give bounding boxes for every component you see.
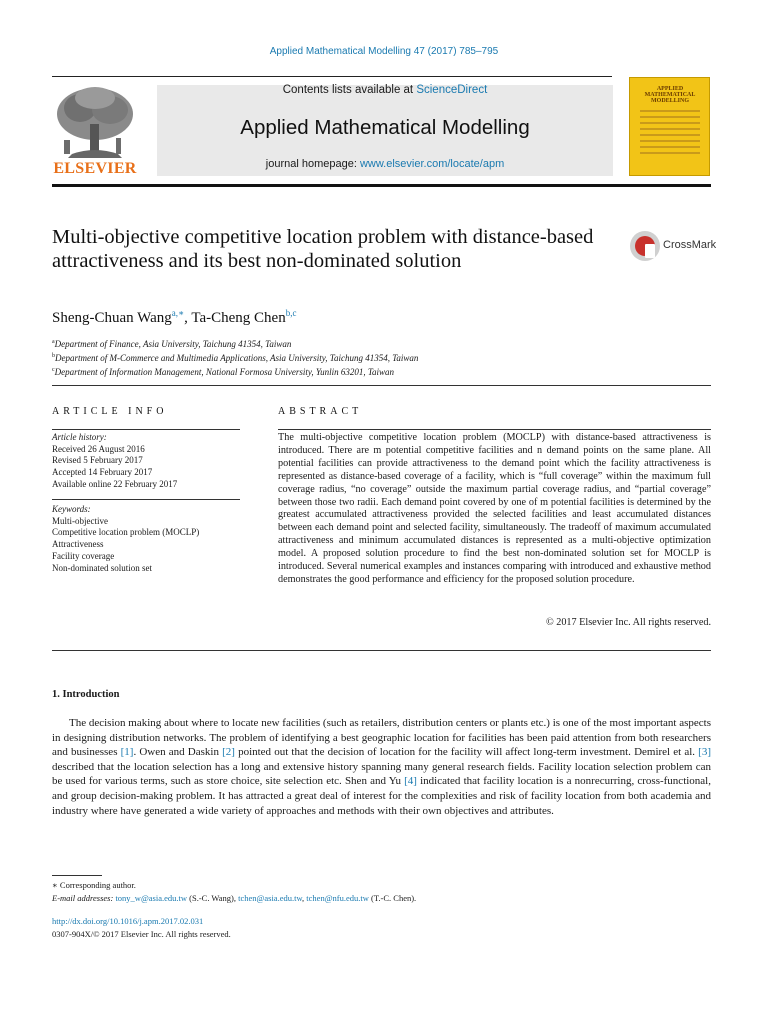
email-link[interactable]: tchen@asia.edu.tw bbox=[238, 892, 303, 903]
abstract-copyright: © 2017 Elsevier Inc. All rights reserved. bbox=[545, 617, 711, 628]
article-title: Multi-objective competitive location problem with distance-based attractiveness and its best non-dominated solution bbox=[52, 226, 594, 272]
affiliation-marker: c bbox=[52, 367, 55, 373]
email-link[interactable]: tchen@nfu.edu.tw bbox=[306, 892, 369, 903]
keyword-item: Facility coverage bbox=[52, 550, 115, 561]
keywords-rule bbox=[52, 499, 240, 500]
doi-link[interactable]: http://dx.doi.org/10.1016/j.apm.2017.02.031 bbox=[52, 916, 204, 926]
article-info-rule bbox=[52, 429, 240, 430]
homepage-prefix: journal homepage: bbox=[265, 158, 360, 170]
affiliation-text: Department of M-Commerce and Multimedia Applications, Asia University, Taichung 41354, Taiwan bbox=[55, 353, 419, 363]
author-list bbox=[52, 308, 296, 327]
corresponding-author-note: ∗ Corresponding author. bbox=[52, 880, 136, 890]
article-info-heading: ARTICLE INFO bbox=[52, 406, 168, 417]
elsevier-wordmark: ELSEVIER bbox=[53, 160, 137, 177]
keyword-item: Multi-objective bbox=[52, 515, 108, 526]
keywords-label: Keywords: bbox=[52, 504, 91, 514]
affiliation-text: Department of Finance, Asia University, Taichung 41354, Taiwan bbox=[54, 339, 292, 349]
affiliations bbox=[52, 336, 418, 378]
crossmark-badge[interactable] bbox=[630, 231, 717, 261]
keyword-item: Competitive location problem (MOCLP) bbox=[52, 527, 200, 538]
history-item: Revised 5 February 2017 bbox=[52, 455, 143, 466]
author-name[interactable]: Ta-Cheng Chen bbox=[191, 310, 286, 326]
crossmark-icon bbox=[630, 231, 660, 261]
history-item: Available online 22 February 2017 bbox=[52, 478, 178, 489]
history-label: Article history: bbox=[52, 432, 107, 442]
journal-citation[interactable]: Applied Mathematical Modelling 47 (2017) 785–795 bbox=[269, 46, 499, 57]
history-item: Accepted 14 February 2017 bbox=[52, 467, 153, 478]
affiliation-item bbox=[52, 364, 418, 378]
intro-text: described that the location selection has a long and extensive history spanning many general research fields. Facility location selection problem can be used for various terms, such as store choice, site selection etc. Shen and Yu bbox=[52, 760, 711, 788]
introduction-paragraph bbox=[52, 716, 711, 818]
author-affiliation-marker[interactable]: a,∗ bbox=[171, 308, 185, 318]
reference-link[interactable]: [1] bbox=[120, 746, 134, 759]
homepage-line bbox=[157, 158, 613, 170]
introduction-heading: 1. Introduction bbox=[52, 689, 120, 700]
footnote-rule bbox=[52, 875, 102, 876]
journal-cover-image bbox=[629, 77, 710, 176]
footnotes bbox=[52, 879, 712, 904]
abstract-text: The multi-objective competitive location problem (MOCLP) with distance-based attractiveness is introduced. There are m potential competitive facilities and n demand points on the same plane. All potential facilities can provide attractiveness to the demand point which the facility attractiveness is represented as distance-based coverage of a facility, which is “full coverage” within the maximum full coverage radius, “no coverage” outside the maximum partial coverage radius, and “partial coverage” between those two radii. Each demand point covered by one of m potential facilities is determined by the greatest accumulated attractiveness provided the selected facilities and least accumulated distances between each demand point and selected facility, simultaneously. The tradeoff of maximum accumulated attractiveness and minimum accumulated distances is represented as a multi-objective optimization model. A proposed solution procedure to find the best non-dominated solution set for MOCLP is introduced. Several numerical examples and instances comparing with introduced and exhaustive method demonstrates the good performance and efficiency for the proposed solution procedure. bbox=[278, 432, 711, 585]
header-thick-rule bbox=[52, 184, 711, 187]
reference-link[interactable]: [3] bbox=[698, 746, 711, 759]
contents-line bbox=[157, 84, 613, 96]
author-separator: , bbox=[184, 310, 192, 326]
affiliation-marker: b bbox=[52, 353, 55, 359]
history-item: Received 26 August 2016 bbox=[52, 443, 145, 454]
section-rule bbox=[52, 650, 711, 651]
page-footer bbox=[52, 915, 712, 940]
intro-text: pointed out that the decision of location for the facility will affect long-term investment. Demirel et al. bbox=[234, 746, 699, 759]
sciencedirect-link[interactable]: ScienceDirect bbox=[416, 84, 488, 96]
affiliation-item bbox=[52, 350, 418, 364]
affiliation-text: Department of Information Management, National Formosa University, Yunlin 63201, Taiwan bbox=[54, 367, 395, 377]
article-history bbox=[52, 432, 177, 491]
issn-copyright: 0307-904X/© 2017 Elsevier Inc. All rights reserved. bbox=[52, 928, 231, 939]
keyword-item: Non-dominated solution set bbox=[52, 562, 152, 573]
email-owner: (T.-C. Chen). bbox=[368, 892, 417, 903]
keywords-block bbox=[52, 504, 199, 574]
crossmark-label: CrossMark bbox=[663, 239, 717, 251]
intro-text: The decision making about where to locate new facilities (such as retailers, distribution centers or plants etc.) is one of the most important aspects in designing distribution networks. The problem of identifying a best geographic location for facilities has been paid attention from both researchers and businesses bbox=[52, 717, 711, 759]
email-line bbox=[52, 892, 712, 905]
email-label: E-mail addresses: bbox=[52, 892, 116, 903]
email-link[interactable]: tony_w@asia.edu.tw bbox=[115, 892, 188, 903]
header-rule bbox=[52, 76, 612, 77]
affiliation-item bbox=[52, 336, 418, 350]
author-name[interactable]: Sheng-Chuan Wang bbox=[52, 310, 172, 326]
abstract-rule bbox=[278, 429, 711, 430]
journal-title: Applied Mathematical Modelling bbox=[240, 116, 530, 139]
email-owner: (S.-C. Wang), bbox=[187, 892, 239, 903]
section-rule bbox=[52, 385, 711, 386]
reference-link[interactable]: [2] bbox=[222, 746, 235, 759]
homepage-link[interactable]: www.elsevier.com/locate/apm bbox=[359, 158, 505, 170]
intro-text: indicated that facility location is a nonrecurring, cross-functional, and group decision-making problem. It has attracted a great deal of interest for the complexities and risk of facility location from both academia and industry where have generated a wide variety of approaches and methods with their own objectives and attributes. bbox=[52, 775, 711, 817]
author-affiliation-marker[interactable]: b,c bbox=[285, 308, 297, 318]
abstract-heading: ABSTRACT bbox=[278, 406, 363, 417]
affiliation-marker: a bbox=[52, 339, 55, 345]
cover-title: APPLIED MATHEMATICAL MODELLING bbox=[644, 86, 696, 104]
cover-decoration bbox=[640, 110, 700, 158]
contents-prefix: Contents lists available at bbox=[282, 84, 417, 96]
reference-link[interactable]: [4] bbox=[404, 775, 417, 788]
intro-text: . Owen and Daskin bbox=[133, 746, 223, 759]
email-owner: , bbox=[302, 892, 307, 903]
keyword-item: Attractiveness bbox=[52, 539, 104, 550]
